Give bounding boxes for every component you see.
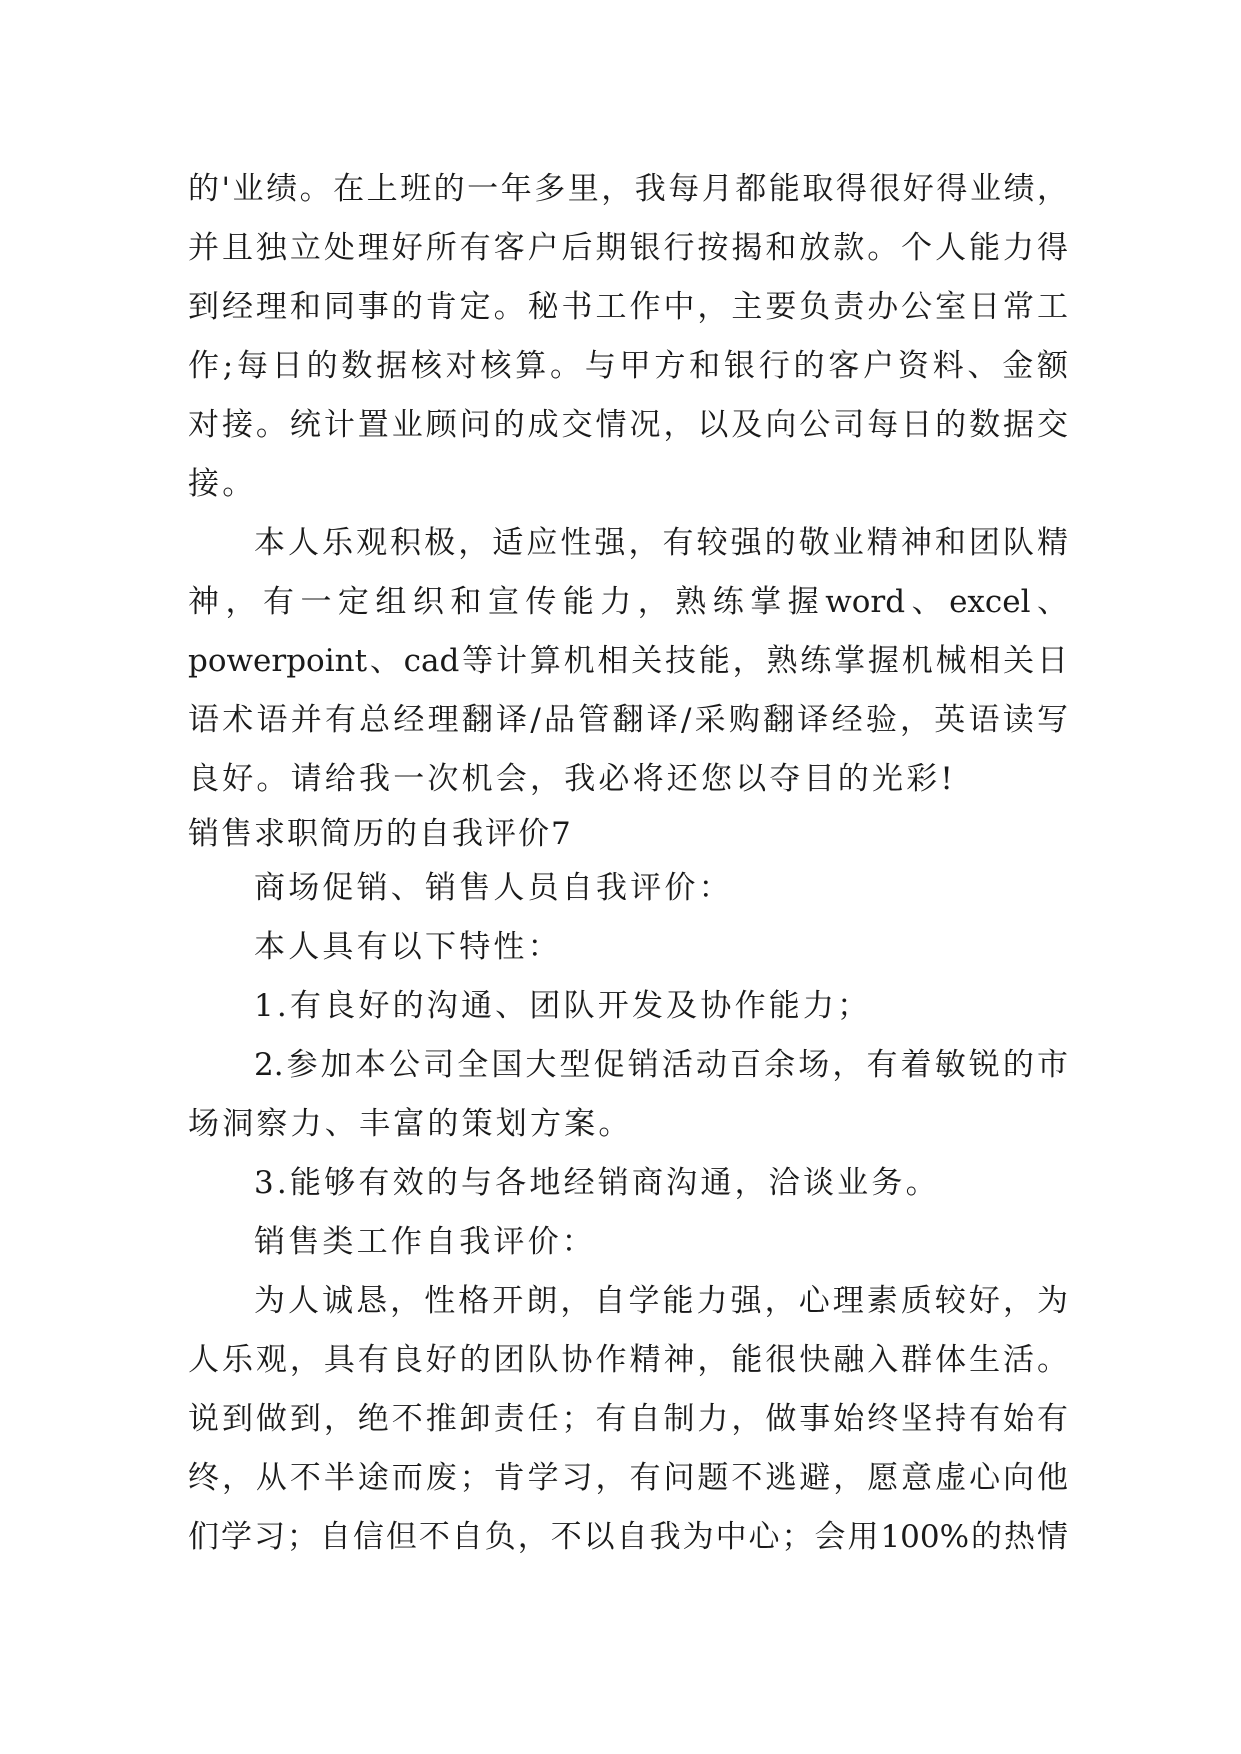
text-line: 并且独立处理好所有客户后期银行按揭和放款。个人能力得	[188, 230, 1068, 266]
text-line: 本人乐观积极，适应性强，有较强的敬业精神和团队精	[254, 525, 1068, 561]
text-line: 商场促销、销售人员自我评价：	[254, 870, 733, 906]
text-line: 本人具有以下特性：	[254, 929, 562, 965]
text-line: 销售类工作自我评价：	[254, 1224, 596, 1260]
paragraph	[188, 514, 1068, 809]
text-line: 场洞察力、丰富的策划方案。	[188, 1106, 633, 1142]
text-line: 说到做到，绝不推卸责任；有自制力，做事始终坚持有始有	[188, 1401, 1068, 1437]
text-line: 的'业绩。在上班的一年多里，我每月都能取得很好得业绩，	[188, 171, 1068, 207]
list-item: 3.能够有效的与各地经销商沟通，洽谈业务。	[254, 1165, 940, 1201]
paragraph	[188, 859, 1068, 918]
text-line: 人乐观，具有良好的团队协作精神，能很快融入群体生活。	[188, 1342, 1068, 1378]
list-item: 2.参加本公司全国大型促销活动百余场，有着敏锐的市	[254, 1047, 1068, 1083]
text-line: 为人诚恳，性格开朗，自学能力强，心理素质较好，为	[254, 1283, 1068, 1319]
text-line: 作;每日的数据核对核算。与甲方和银行的客户资料、金额	[188, 348, 1068, 384]
document-page	[188, 160, 1068, 1567]
text-line: 们学习；自信但不自负，不以自我为中心；会用100%的热情	[188, 1519, 1068, 1555]
paragraph	[188, 1036, 1068, 1154]
text-line: 神，有一定组织和宣传能力，熟练掌握word、excel、	[188, 584, 1068, 620]
section-heading: 销售求职简历的自我评价7	[188, 816, 573, 852]
text-line: 良好。请给我一次机会，我必将还您以夺目的光彩!	[188, 761, 957, 797]
paragraph	[188, 160, 1068, 514]
text-line: 终，从不半途而废；肯学习，有问题不逃避，愿意虚心向他	[188, 1460, 1068, 1496]
paragraph	[188, 1213, 1068, 1272]
paragraph	[188, 1154, 1068, 1213]
text-line: 语术语并有总经理翻译/品管翻译/采购翻译经验，英语读写	[188, 702, 1068, 738]
text-line: 对接。统计置业顾问的成交情况，以及向公司每日的数据交	[188, 407, 1068, 443]
list-item: 1.有良好的沟通、团队开发及协作能力；	[254, 988, 872, 1024]
text-line: 接。	[188, 466, 257, 502]
text-line: powerpoint、cad等计算机相关技能，熟练掌握机械相关日	[188, 643, 1068, 679]
text-line: 到经理和同事的肯定。秘书工作中，主要负责办公室日常工	[188, 289, 1068, 325]
paragraph	[188, 918, 1068, 977]
paragraph	[188, 977, 1068, 1036]
paragraph	[188, 1272, 1068, 1567]
